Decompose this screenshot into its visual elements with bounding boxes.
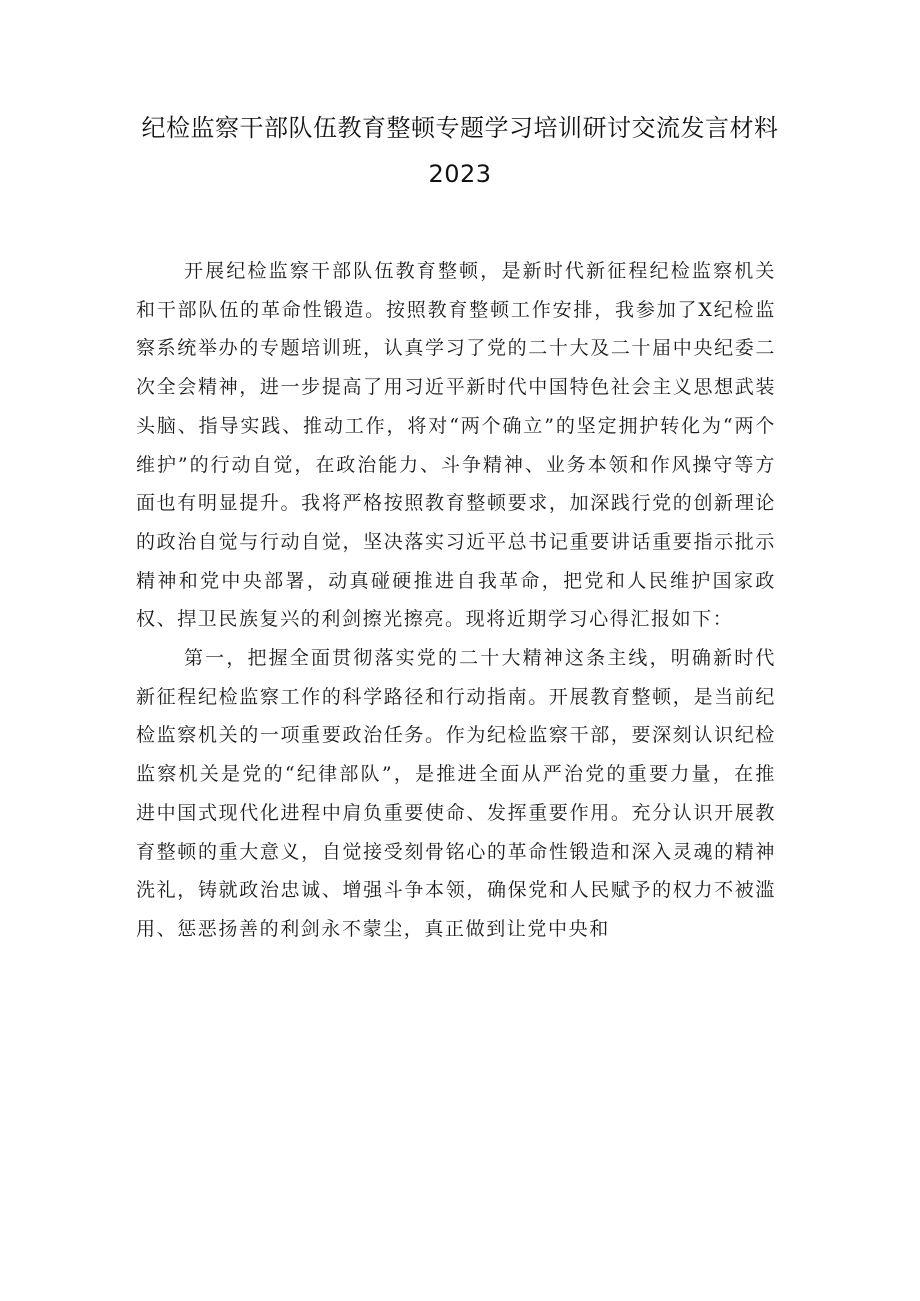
document-title: 纪检监察干部队伍教育整顿专题学习培训研讨交流发言材料2023: [141, 114, 779, 188]
paragraph-intro: 开展纪检监察干部队伍教育整顿，是新时代新征程纪检监察机关和干部队伍的革命性锻造。按照教育整顿工作安排，我参加了X纪检监察系统举办的专题培训班，认真学习了党的二十大及二十届中央纪委二次全会精神，进一步提高了用习近平新时代中国特色社会主义思想武装头脑、指导实践、推动工作，将对“两个确立”的坚定拥护转化为“两个维护”的行动自觉，在政治能力、斗争精神、业务本领和作风操守等方面也有明显提升。我将严格按照教育整顿要求，加深践行党的创新理论的政治自觉与行动自觉，坚决落实习近平总书记重要讲话重要指示批示精神和党中央部署，动真碰硬推进自我革命，把党和人民维护国家政权、捍卫民族复兴的利剑擦光擦亮。现将近期学习心得汇报如下：: [136, 260, 776, 631]
document-body: [136, 252, 776, 949]
paragraph-first-point: 第一，把握全面贯彻落实党的二十大精神这条主线，明确新时代新征程纪检监察工作的科学路径和行动指南。开展教育整顿，是当前纪检监察机关的一项重要政治任务。作为纪检监察干部，要深刻认识纪检监察机关是党的“纪律部队”，是推进全面从严治党的重要力量，在推进中国式现代化进程中肩负重要使命、发挥重要作用。充分认识开展教育整顿的重大意义，自觉接受刻骨铭心的革命性锻造和深入灵魂的精神洗礼，铸就政治忠诚、增强斗争本领，确保党和人民赋予的权力不被滥用、惩恶扬善的利剑永不蒙尘，真正做到让党中央和: [136, 647, 776, 940]
